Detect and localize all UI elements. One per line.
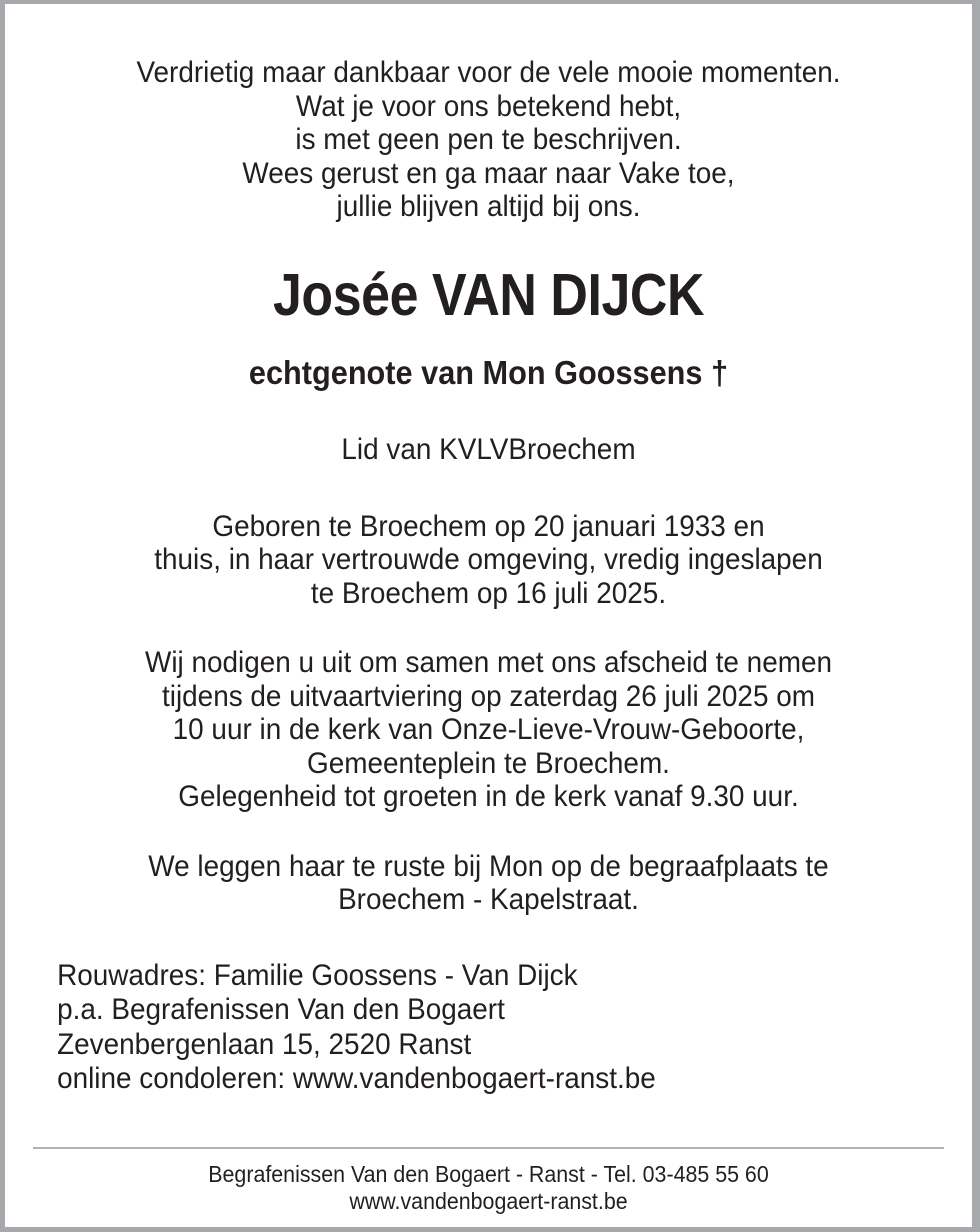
address-line: Rouwadres: Familie Goossens - Van Dijck xyxy=(57,958,578,992)
address-line: p.a. Begrafenissen Van den Bogaert xyxy=(57,993,505,1026)
card-inner xyxy=(5,4,972,1227)
poem-line: Wat je voor ons betekend hebt, xyxy=(295,89,682,123)
memorial-poem xyxy=(39,4,938,224)
burial-line: We leggen haar te ruste bij Mon op de begraafplaats te xyxy=(148,849,829,883)
service-line: Wij nodigen u uit om samen met ons afscheid te nemen xyxy=(144,646,833,679)
service-line: Gelegenheid tot groeten in de kerk vanaf 9.30 uur. xyxy=(178,780,799,813)
footer-company-line: Begrafenissen Van den Bogaert - Ranst - Tel. 03-485 55 60 xyxy=(208,1161,769,1187)
poem-line: jullie blijven altijd bij ons. xyxy=(336,190,641,223)
poem-line: Verdrietig maar dankbaar voor de vele mooie momenten. xyxy=(136,56,841,89)
birth-death-line: Geboren te Broechem op 20 januari 1933 en xyxy=(212,509,765,543)
service-line: 10 uur in de kerk van Onze-Lieve-Vrouw-Geboorte, xyxy=(172,713,805,746)
footer-website-line[interactable]: www.vandenbogaert-ranst.be xyxy=(349,1188,628,1214)
footer-text xyxy=(39,1149,938,1215)
membership-line: Lid van KVLVBroechem xyxy=(341,432,636,466)
footer xyxy=(5,1147,972,1215)
service-line: Gemeenteplein te Broechem. xyxy=(307,746,670,780)
service-paragraph xyxy=(39,610,938,814)
birth-death-line: te Broechem op 16 juli 2025. xyxy=(310,576,667,610)
burial-line: Broechem - Kapelstraat. xyxy=(338,883,639,916)
deceased-name: Josée VAN DIJCK xyxy=(272,261,705,328)
service-line: tijdens de uitvaartviering op zaterdag 26 juli 2025 om xyxy=(162,679,815,713)
address-line-condolence-url[interactable]: online condoleren: www.vandenbogaert-ranst.be xyxy=(57,1062,656,1095)
burial-paragraph xyxy=(39,814,938,917)
birth-death-line: thuis, in haar vertrouwde omgeving, vredig ingeslapen xyxy=(154,543,823,576)
poem-line: Wees gerust en ga maar naar Vake toe, xyxy=(242,156,735,190)
mourning-address xyxy=(5,917,904,1097)
spouse-line: echtgenote van Mon Goossens † xyxy=(248,353,729,391)
address-line: Zevenbergenlaan 15, 2520 Ranst xyxy=(57,1027,472,1061)
poem-line: is met geen pen te beschrijven. xyxy=(295,123,682,156)
birth-death-paragraph xyxy=(39,466,938,611)
